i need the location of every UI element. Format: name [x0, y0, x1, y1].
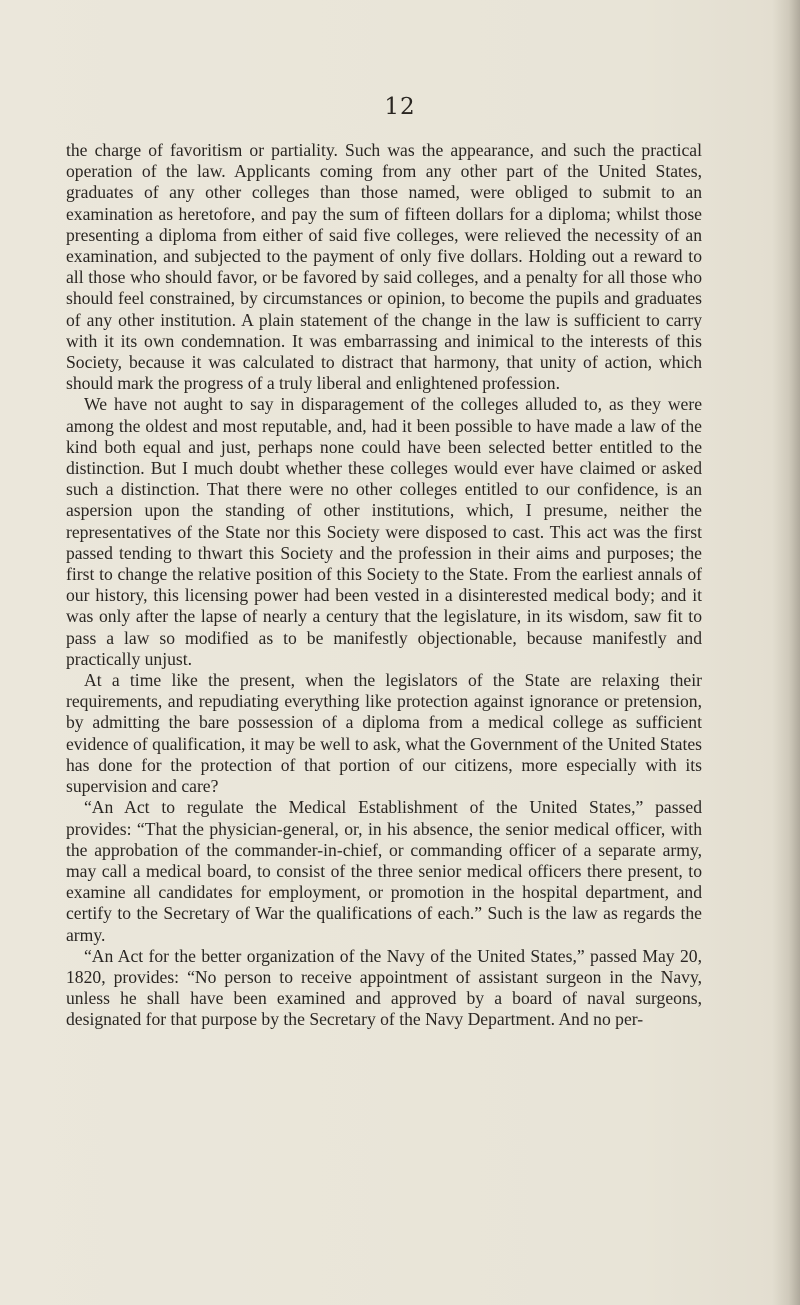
paragraph: “An Act for the better organization of the Navy of the United States,” passed May 20, 1820, provides: “No person to receive appointment of assistant surgeon in the Navy, unless he shall have been examined and approved by a board of naval surgeons, designated for that purpose by the Secretary of the Navy Department. And no per- — [66, 945, 702, 1030]
page-edge-shadow — [772, 0, 800, 1305]
paragraph: We have not aught to say in disparagement of the colleges alluded to, as they were among the oldest and most reputable, and, had it been possible to have made a law of the kind both equal and just, perhaps none could have been selected better entitled to the distinction. But I much doubt whether these colleges would ever have claimed or asked such a distinction. That there were no other colleges entitled to our confidence, is an aspersion upon the standing of other institutions, which, I presume, neither the representatives of the State nor this Society were disposed to cast. This act was the first passed tending to thwart this Society and the profession in their aims and purposes; the first to change the relative position of this Society to the State. From the earliest annals of our history, this licensing power had been vested in a disinterested medical body; and it was only after the lapse of nearly a century that the legislature, in its wisdom, saw fit to pass a law so modified as to be manifestly objectionable, because manifestly and practically unjust. — [66, 394, 702, 669]
paragraph: At a time like the present, when the legislators of the State are relaxing their requirements, and repudiating everything like protection against ignorance or pretension, by admitting the bare possession of a diploma from a medical college as sufficient evidence of qualification, it may be well to ask, what the Government of the United States has done for the protection of that portion of our citizens, more especially with its supervision and care? — [66, 670, 702, 797]
paragraph: the charge of favoritism or partiality. Such was the appearance, and such the practical operation of the law. Applicants coming from any other part of the United States, graduates of any other colleges than those named, were obliged to submit to an examination as heretofore, and pay the sum of fifteen dollars for a diploma; whilst those presenting a diploma from either of said five colleges, were relieved the necessity of an examination, and subjected to the payment of only five dollars. Holding out a reward to all those who should favor, or be favored by said colleges, and a penalty for all those who should feel constrained, by circumstances or opinion, to become the pupils and graduates of any other institution. A plain statement of the change in the law is sufficient to carry with it its own condemnation. It was embarrassing and inimical to the interests of this Society, because it was calculated to distract that harmony, that unity of action, which should mark the progress of a truly liberal and enlightened profession. — [66, 140, 702, 394]
paragraph: “An Act to regulate the Medical Establishment of the United States,” passed provides: “That the physician-general, or, in his absence, the senior medical officer, with the approbation of the commander-in-chief, or commanding officer of a separate army, may call a medical board, to consist of the three senior medical officers there present, to examine all candidates for employment, or promotion in the hospital department, and certify to the Secretary of War the qualifications of each.” Such is the law as regards the army. — [66, 797, 773, 945]
page-number: 12 — [384, 94, 416, 120]
body-text — [66, 140, 773, 1031]
